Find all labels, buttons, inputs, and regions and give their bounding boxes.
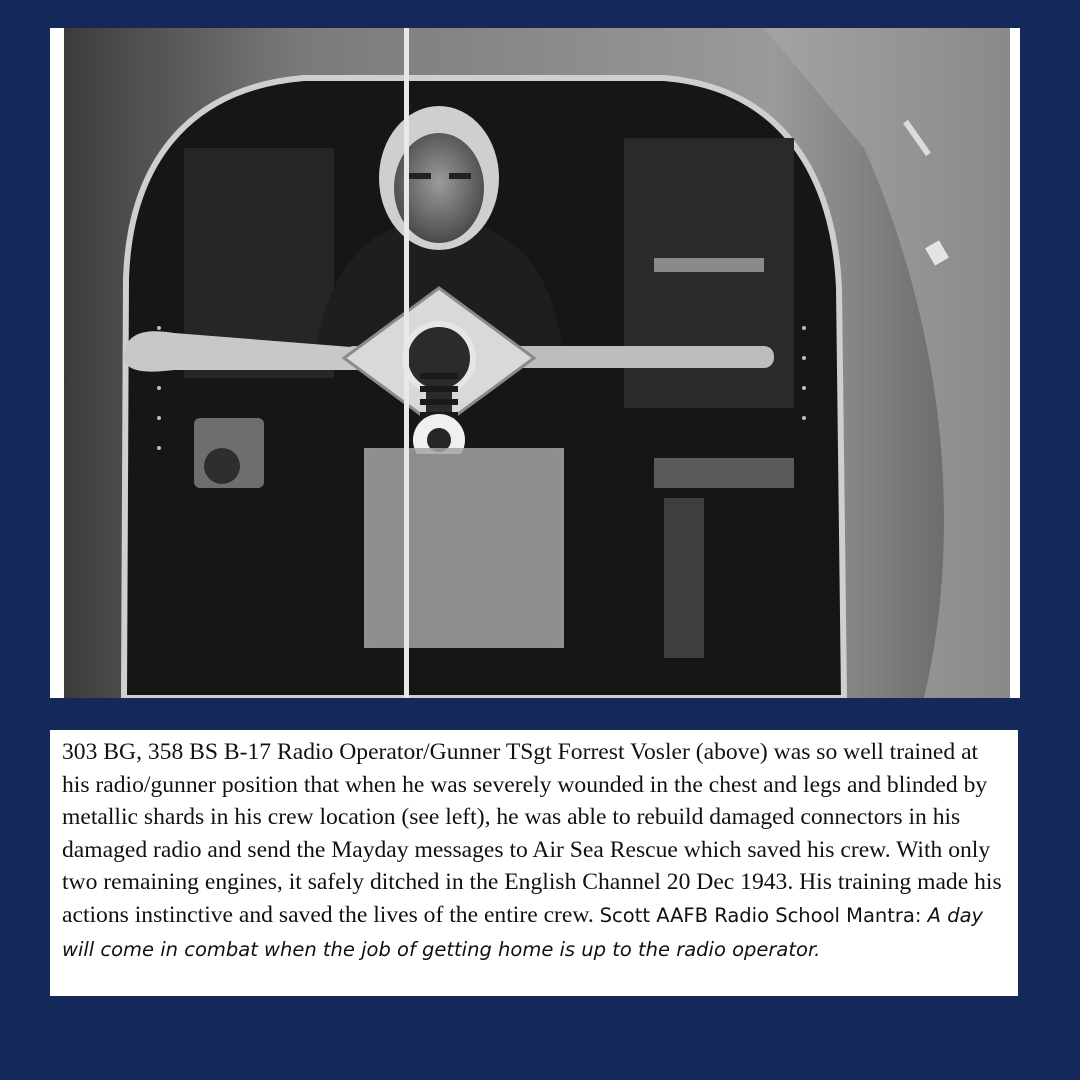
caption-main-text: 303 BG, 358 BS B-17 Radio Operator/Gunner TSgt Forrest Vosler (above) was so well trained at his radio/gunner position that when he was severely wounded in the chest and legs and blinded by metallic shards in his crew location (see left), he was able to rebuild damaged connectors in his damaged radio and send the Mayday messages to Air Sea Rescue which saved his crew. With only two remaining engines, it safely ditched in the English Channel 20 Dec 1943. His training made his actions instinctive and saved the lives of the entire crew.	[62, 739, 1002, 928]
historical-photo	[64, 28, 1010, 698]
photo-illustration	[64, 28, 1010, 698]
mantra-quote: A day will come in combat when the job of getting home is up to the radio operator.	[62, 903, 984, 961]
photo-frame	[50, 28, 1020, 698]
caption-text	[62, 736, 1006, 966]
caption-box	[50, 730, 1018, 996]
mantra-label: Scott AAFB Radio School Mantra:	[599, 903, 928, 927]
